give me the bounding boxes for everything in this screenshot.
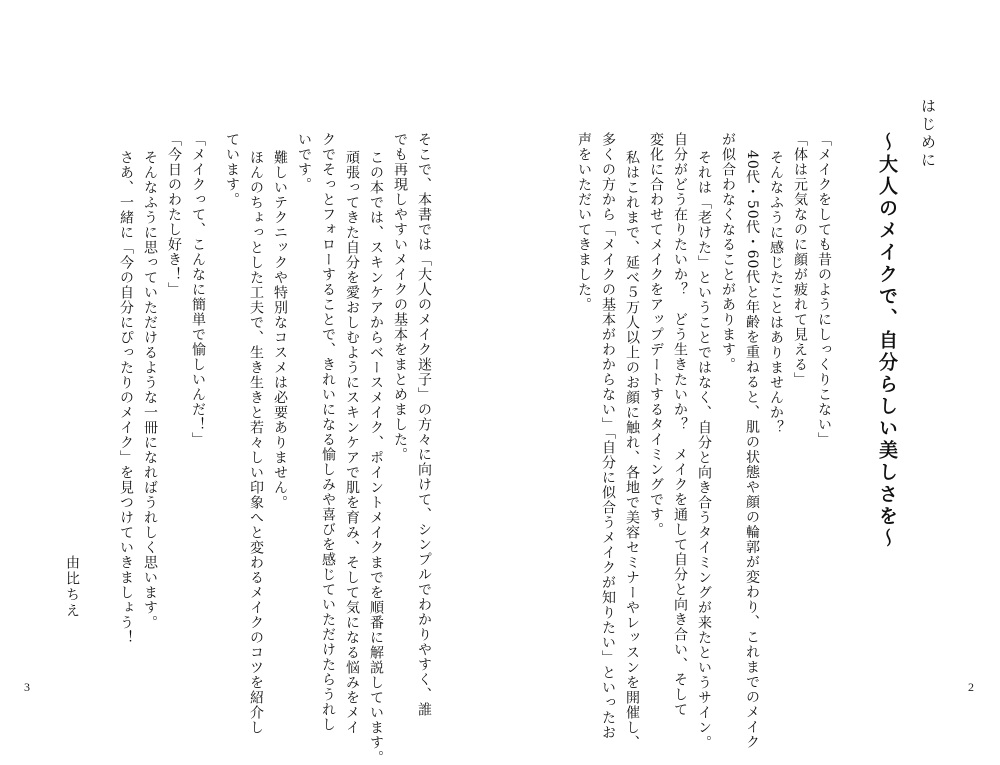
text-line: クでそっとフォローすることで、きれいになる愉しみや喜びを感じていただけたらうれし [320, 132, 336, 732]
text-line: 「メイクって、こんなに簡単で愉しいんだ！」 [190, 132, 206, 447]
author-signature: 由比ちえ [64, 555, 80, 619]
text-line: 自分がどう在りたいか？ どう生きたいか？ メイクを通して自分と向き合い、そして [672, 132, 688, 717]
text-line: そんなふうに感じたことはありませんか？ [768, 150, 784, 435]
text-line: 「メイクをしても昔のようにしっくりこない」 [816, 132, 832, 447]
text-line: でも再現しやすいメイクの基本をまとめました。 [392, 132, 408, 462]
text-line: が似合わなくなることがあります。 [720, 132, 736, 372]
text-line: 頑張ってきた自分を愛おしむようにスキンケアで肌を育み、そして気になる悩みをメイ [344, 150, 360, 735]
text-line: 40代・50代・60代と年齢を重ねると、肌の状態や顔の輪郭が変わり、これまでのメイク [744, 150, 760, 750]
text-line: 「体は元気なのに顔が疲れて見える」 [792, 132, 808, 387]
text-line: そこで、本書では「大人のメイク迷子」の方々に向けて、シンプルでわかりやすく、誰 [416, 132, 432, 717]
text-line: 変化に合わせてメイクをアップデートするタイミングです。 [648, 132, 664, 537]
text-line: そんなふうに思っていただけるような一冊になればうれしく思います。 [142, 150, 158, 630]
page-number-right: 2 [968, 680, 974, 694]
text-line: 私はこれまで、延べ５万人以上のお顔に触れ、各地で美容セミナーやレッスンを開催し、 [624, 150, 640, 750]
section-heading: はじめに [919, 98, 937, 170]
page-title: 〜大人のメイクで、自分らしい美しさを〜 [876, 132, 898, 550]
text-line: いです。 [296, 132, 312, 192]
text-line: この本では、スキンケアからベースメイク、ポイントメイクまでを順番に解説しています。 [368, 150, 384, 765]
text-line: 声をいただいてきました。 [576, 132, 592, 312]
text-line: 多くの方から「メイクの基本がわからない」「自分に似合うメイクが知りたい」といったお [600, 132, 616, 740]
text-line: ほんのちょっとした工夫で、生き生きと若々しい印象へと変わるメイクのコツを紹介し [248, 150, 264, 735]
text-line: さあ、一緒に「今の自分にぴったりのメイク」を見つけていきましょう！ [118, 150, 134, 645]
text-line: それは「老けた」ということではなく、自分と向き合うタイミングが来たというサイン。 [696, 150, 712, 750]
text-line: ています。 [224, 132, 240, 207]
text-line: 難しいテクニックや特別なコスメは必要ありません。 [272, 150, 288, 510]
text-line: 「今日のわたし好き！」 [166, 132, 182, 297]
page-number-left: 3 [24, 680, 30, 694]
